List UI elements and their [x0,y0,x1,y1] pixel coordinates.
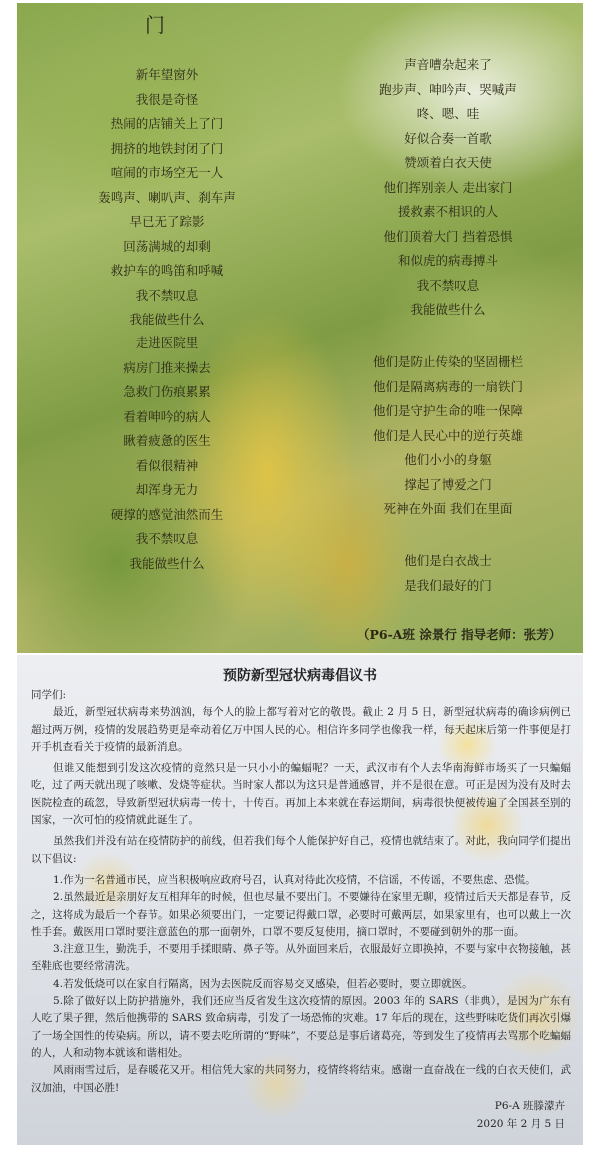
poem-line: 他们是白衣战士 [404,553,492,568]
letter-paragraph: 最近，新型冠状病毒来势汹汹，每个人的脸上都写着对它的敬畏。截止 2 月 5 日，新型冠状病毒的确诊病例已超过两万例，疫情的发展趋势更是牵动着亿万中国人民的心。相信许多同学也像我一样，每天起床后第一件事便是打开手机查看关于疫情的最新消息。 [31,706,571,753]
poem-stanza [67,331,267,576]
poem-panel [17,3,583,653]
poem-stanza [348,549,548,598]
poem-line: 看着呻吟的病人 [123,408,211,424]
poem-signature: （P6-A班 涂景行 指导老师：张芳） [357,627,562,642]
poem-line: 跑步声、呻吟声、哭喊声 [379,81,517,97]
poem-line: 我不禁叹息 [416,277,480,293]
poem-line: 病房门推来操去 [123,359,211,375]
poem-line: 他们顶着大门 挡着恐惧 [383,228,513,244]
poem-line: 走进医院里 [135,335,199,350]
poem-line: 喧闹的市场空无一人 [110,165,224,180]
poem-line: 我不禁叹息 [135,531,199,546]
poem-line: 声音嘈杂起来了 [404,57,492,72]
letter-title: 预防新型冠状病毒倡议书 [223,668,377,684]
letter-salutation: 同学们: [31,689,67,701]
letter-date: 2020 年 2 月 5 日 [476,1118,565,1130]
poem-line: 他们小小的身躯 [404,452,492,467]
poem-line: 我不禁叹息 [135,287,199,303]
letter-paragraph: 3.注意卫生，勤洗手，不要用手揉眼睛、鼻子等。从外面回来后，衣服最好立即换掉，不要与家中衣物接触，甚至鞋底也要经常清洗。 [31,943,571,973]
poem-line: 他们挥别亲人 走出家门 [383,179,513,195]
poem-line: 急救门伤痕累累 [123,384,211,399]
poem-line: 我能做些什么 [129,312,205,327]
letter-paragraph: 2.虽然最近是亲朋好友互相拜年的时候，但也尽量不要出门。不要嫌待在家里无聊，疫情过后天天都是春节，反之，这将成为最后一个春节。如果必须要出门，一定要记得戴口罩，必要时可戴两层，如果家里有，也可以戴上一次性手套。戴医用口罩时要注意蓝色的那一面朝外，口罩不要反复使用，摘口罩时，不要碰到朝外的那一面。 [31,891,571,938]
poem-line: 他们是防止传染的坚固栅栏 [372,354,523,369]
letter-author: P6-A 班滕濛卉 [494,1100,565,1112]
poem-line: 早已无了踪影 [129,214,205,229]
poem-line: 我能做些什么 [410,302,486,317]
poem-title: 门 [145,13,165,37]
letter-paragraph: 5.除了做好以上防护措施外，我们还应当反省发生这次疫情的原因。2003 年的 SARS（非典），是因为广东有人吃了果子狸，然后他携带的 SARS 致命病毒，引发了一场恐怖的灾难。17 年后的现在，这些野味吃货们再次引爆了一场全国性的传染病。所以，请不要去吃所谓的“野味”，不要总是事后诸葛亮，等到发生了疫情再去骂那个吃蝙蝠的人，人和动物本就该和谐相处。 [31,995,571,1059]
poem-line: 却浑身无力 [135,482,199,497]
poem-line: 拥挤的地铁封闭了门 [110,140,224,156]
poem-line: 和似虎的病毒搏斗 [397,253,498,268]
letter-paragraph: 4.若发低烧可以在家自行隔离，因为去医院反而容易交叉感染，但若必要时，要立即就医。 [53,977,473,990]
poem-line: 轰鸣声、喇叭声、刹车声 [98,189,236,205]
poem-line: 新年望窗外 [135,67,199,82]
poem-line: 他们是隔离病毒的一扇铁门 [372,378,523,394]
poem-line: 他们是守护生命的唯一保障 [372,403,523,418]
poem-stanza [348,350,548,522]
poem-line: 看似很精神 [135,457,199,473]
poem-line: 他们是人民心中的逆行英雄 [372,427,523,443]
poem-stanza [67,63,267,333]
poem-line: 我能做些什么 [129,555,205,571]
poem-line: 我很是奇怪 [135,91,199,107]
letter-paragraph: 但谁又能想到引发这次疫情的竟然只是一只小小的蝙蝠呢？一天，武汉市有个人去华南海鲜市场买了一只蝙蝠吃，过了两天就出现了咳嗽、发烧等症状。当时家人都以为这只是普通感冒，并不是很在意。可正是因为没有及时去医院检查的疏忽，导致新型冠状病毒一传十，十传百。再加上本来就在春运期间，病毒很快便被传遍了全国甚至别的国家，一次可怕的疫情就此诞生了。 [31,762,571,827]
poem-line: 死神在外面 我们在里面 [383,501,513,516]
letter-paragraph: 1.作为一名普通市民，应当积极响应政府号召，认真对待此次疫情，不信谣，不传谣，不要焦虑、恐慌。 [53,873,536,886]
poem-line: 援救素不相识的人 [397,204,498,219]
poem-line: 热闹的店铺关上了门 [110,116,224,131]
letter-paragraph: 虽然我们并没有站在疫情防护的前线，但若我们每个人能保护好自己，疫情也就结束了。对此，我向同学们提出以下倡议: [31,835,571,865]
letter-signature [477,1097,565,1133]
letter-panel [17,655,583,1145]
poem-line: 救护车的鸣笛和呼喊 [110,263,224,278]
poem-line: 好似合奏一首歌 [404,130,492,146]
poem-line: 瞅着疲惫的医生 [123,433,211,448]
poem-line: 硬撑的感觉油然而生 [110,506,224,522]
letter-body [31,687,571,1097]
poem-line: 赞颂着白衣天使 [404,155,492,170]
letter-paragraph: 风雨雨雪过后，是春暖花又开。相信凭大家的共同努力，疫情终将结束。感谢一直奋战在一线的白衣天使们，武汉加油，中国必胜! [31,1064,571,1094]
poem-line: 撑起了博爱之门 [404,476,492,492]
poem-line: 回荡满城的却剩 [123,238,211,254]
poem-stanza [348,53,548,323]
poem-line: 咚、嗯、哇 [416,106,480,121]
poem-line: 是我们最好的门 [404,577,492,593]
